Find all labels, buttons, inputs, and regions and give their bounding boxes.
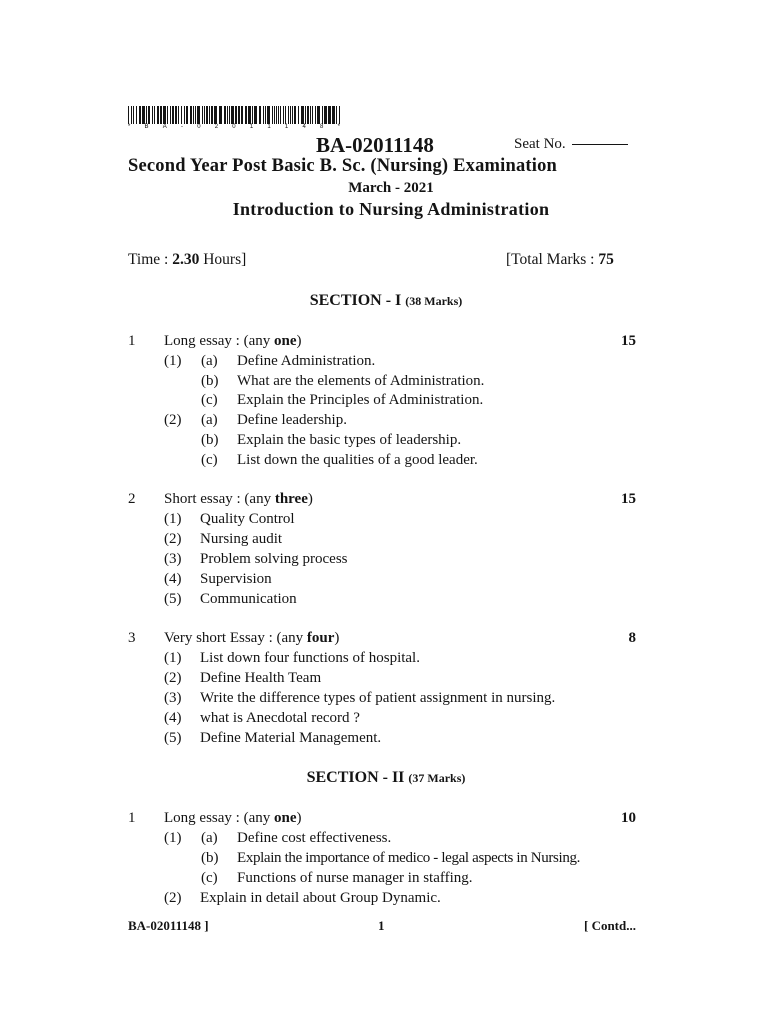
- question-number: 1: [128, 333, 136, 349]
- option-number: (2): [164, 670, 182, 686]
- option-number: (5): [164, 591, 182, 607]
- option-text: Define Health Team: [200, 670, 322, 686]
- option-number: (3): [164, 690, 182, 706]
- sub-option-letter: (c): [201, 452, 218, 468]
- total-marks-value: 75: [598, 251, 614, 268]
- question-2-prompt: [164, 491, 313, 508]
- question-marks: 10: [621, 810, 636, 826]
- option-number: (1): [164, 353, 182, 369]
- seat-number-blank: [572, 144, 628, 145]
- footer-paper-code: BA-02011148 ]: [128, 918, 209, 933]
- question-prompt-text: Long essay : (any: [164, 810, 274, 826]
- question-prompt-close: ): [296, 810, 302, 826]
- sub-question-text: Functions of nurse manager in staffing.: [237, 870, 473, 886]
- sub-option-letter: (c): [201, 870, 218, 886]
- question-marks: 8: [628, 630, 636, 646]
- total-marks: [506, 251, 614, 269]
- option-number: (2): [164, 412, 182, 428]
- barcode-digit: -: [180, 124, 183, 130]
- time-unit: Hours]: [199, 251, 247, 268]
- question-number: 3: [128, 630, 136, 646]
- paper-code: BA-02011148: [316, 133, 434, 157]
- option-text: Explain in detail about Group Dynamic.: [200, 890, 441, 906]
- barcode-digits: [128, 124, 340, 130]
- footer-page-number: 1: [378, 918, 385, 933]
- question-prompt-text: Long essay : (any: [164, 333, 274, 349]
- barcode-digit: A: [162, 124, 167, 130]
- option-text: Supervision: [200, 571, 272, 587]
- sub-option-letter: (a): [201, 830, 218, 846]
- time-label: Time :: [128, 251, 173, 268]
- sub-question-text: List down the qualities of a good leader.: [237, 452, 478, 468]
- question-prompt-text: Very short Essay : (any: [164, 630, 307, 646]
- option-text: Quality Control: [200, 511, 295, 527]
- option-number: (4): [164, 710, 182, 726]
- question-prompt-count: one: [273, 810, 297, 826]
- barcode-digit: 1: [284, 124, 289, 130]
- section-2-question-1-prompt: [164, 810, 301, 827]
- question-marks: 15: [621, 491, 636, 507]
- option-text: Communication: [200, 591, 297, 607]
- option-number: (1): [164, 830, 182, 846]
- sub-option-letter: (c): [201, 392, 218, 408]
- section-2-title: SECTION - II: [306, 769, 405, 786]
- section-1-heading: [0, 292, 768, 310]
- time-value: 2.30: [172, 251, 200, 268]
- barcode-digit: 4: [302, 124, 306, 130]
- question-prompt-close: ): [334, 630, 340, 646]
- barcode-digit: 0: [232, 124, 236, 130]
- section-1-title: SECTION - I: [309, 292, 402, 309]
- option-number: (1): [164, 511, 182, 527]
- option-number: (2): [164, 531, 182, 547]
- question-prompt-text: Short essay : (any: [164, 491, 275, 507]
- option-number: (4): [164, 571, 182, 587]
- barcode-digit: 2: [214, 124, 219, 130]
- option-text: Nursing audit: [200, 531, 283, 547]
- question-number: 2: [128, 491, 136, 507]
- sub-question-text: What are the elements of Administration.: [237, 373, 485, 389]
- question-number: 1: [128, 810, 136, 826]
- seat-number-field: [514, 136, 628, 153]
- sub-question-text: Explain the importance of medico - legal aspects in Nursing.: [237, 850, 581, 866]
- footer-continued: [ Contd...: [583, 918, 636, 933]
- barcode-image: [128, 106, 340, 124]
- question-prompt-count: four: [306, 630, 335, 646]
- sub-option-letter: (b): [201, 850, 219, 866]
- sub-question-text: Define leadership.: [237, 412, 347, 428]
- barcode-digit: 1: [267, 124, 271, 130]
- sub-question-text: Define Administration.: [237, 353, 376, 369]
- option-number: (5): [164, 730, 182, 746]
- option-number: (3): [164, 551, 182, 567]
- sub-question-text: Define cost effectiveness.: [237, 830, 392, 846]
- total-marks-label: [Total Marks :: [506, 251, 599, 268]
- sub-option-letter: (b): [201, 432, 219, 448]
- question-3-prompt: [164, 630, 339, 647]
- question-prompt-close: ): [296, 333, 302, 349]
- barcode-digit: 1: [249, 124, 254, 130]
- sub-question-text: Explain the basic types of leadership.: [237, 432, 462, 448]
- question-prompt-close: ): [307, 491, 313, 507]
- option-text: what is Anecdotal record ?: [200, 710, 360, 726]
- option-text: Define Material Management.: [200, 730, 382, 746]
- sub-option-letter: (b): [201, 373, 219, 389]
- section-1-marks: (38 Marks): [405, 294, 463, 308]
- barcode-digit: 8: [320, 124, 324, 130]
- exam-session: March - 2021: [348, 180, 434, 196]
- option-text: Problem solving process: [200, 551, 348, 567]
- seat-label: Seat No.: [514, 136, 566, 152]
- exam-title: Second Year Post Basic B. Sc. (Nursing) Examination: [128, 156, 558, 176]
- sub-question-text: Explain the Principles of Administration.: [237, 392, 484, 408]
- barcode-digit: *: [337, 124, 340, 130]
- option-number: (2): [164, 890, 182, 906]
- question-prompt-count: three: [274, 491, 308, 507]
- question-prompt-count: one: [273, 333, 297, 349]
- option-text: Write the difference types of patient assignment in nursing.: [200, 690, 556, 706]
- time-allowed: [128, 251, 246, 269]
- question-marks: 15: [621, 333, 636, 349]
- option-number: (1): [164, 650, 182, 666]
- subject-title: Introduction to Nursing Administration: [232, 199, 550, 219]
- question-1-prompt: [164, 333, 301, 350]
- section-2-marks: (37 Marks): [408, 771, 466, 785]
- barcode-digit: *: [128, 124, 131, 130]
- sub-option-letter: (a): [201, 353, 218, 369]
- sub-option-letter: (a): [201, 412, 218, 428]
- barcode-digit: B: [144, 124, 149, 130]
- section-2-heading: [0, 769, 768, 787]
- option-text: List down four functions of hospital.: [200, 650, 420, 666]
- barcode-digit: 0: [197, 124, 201, 130]
